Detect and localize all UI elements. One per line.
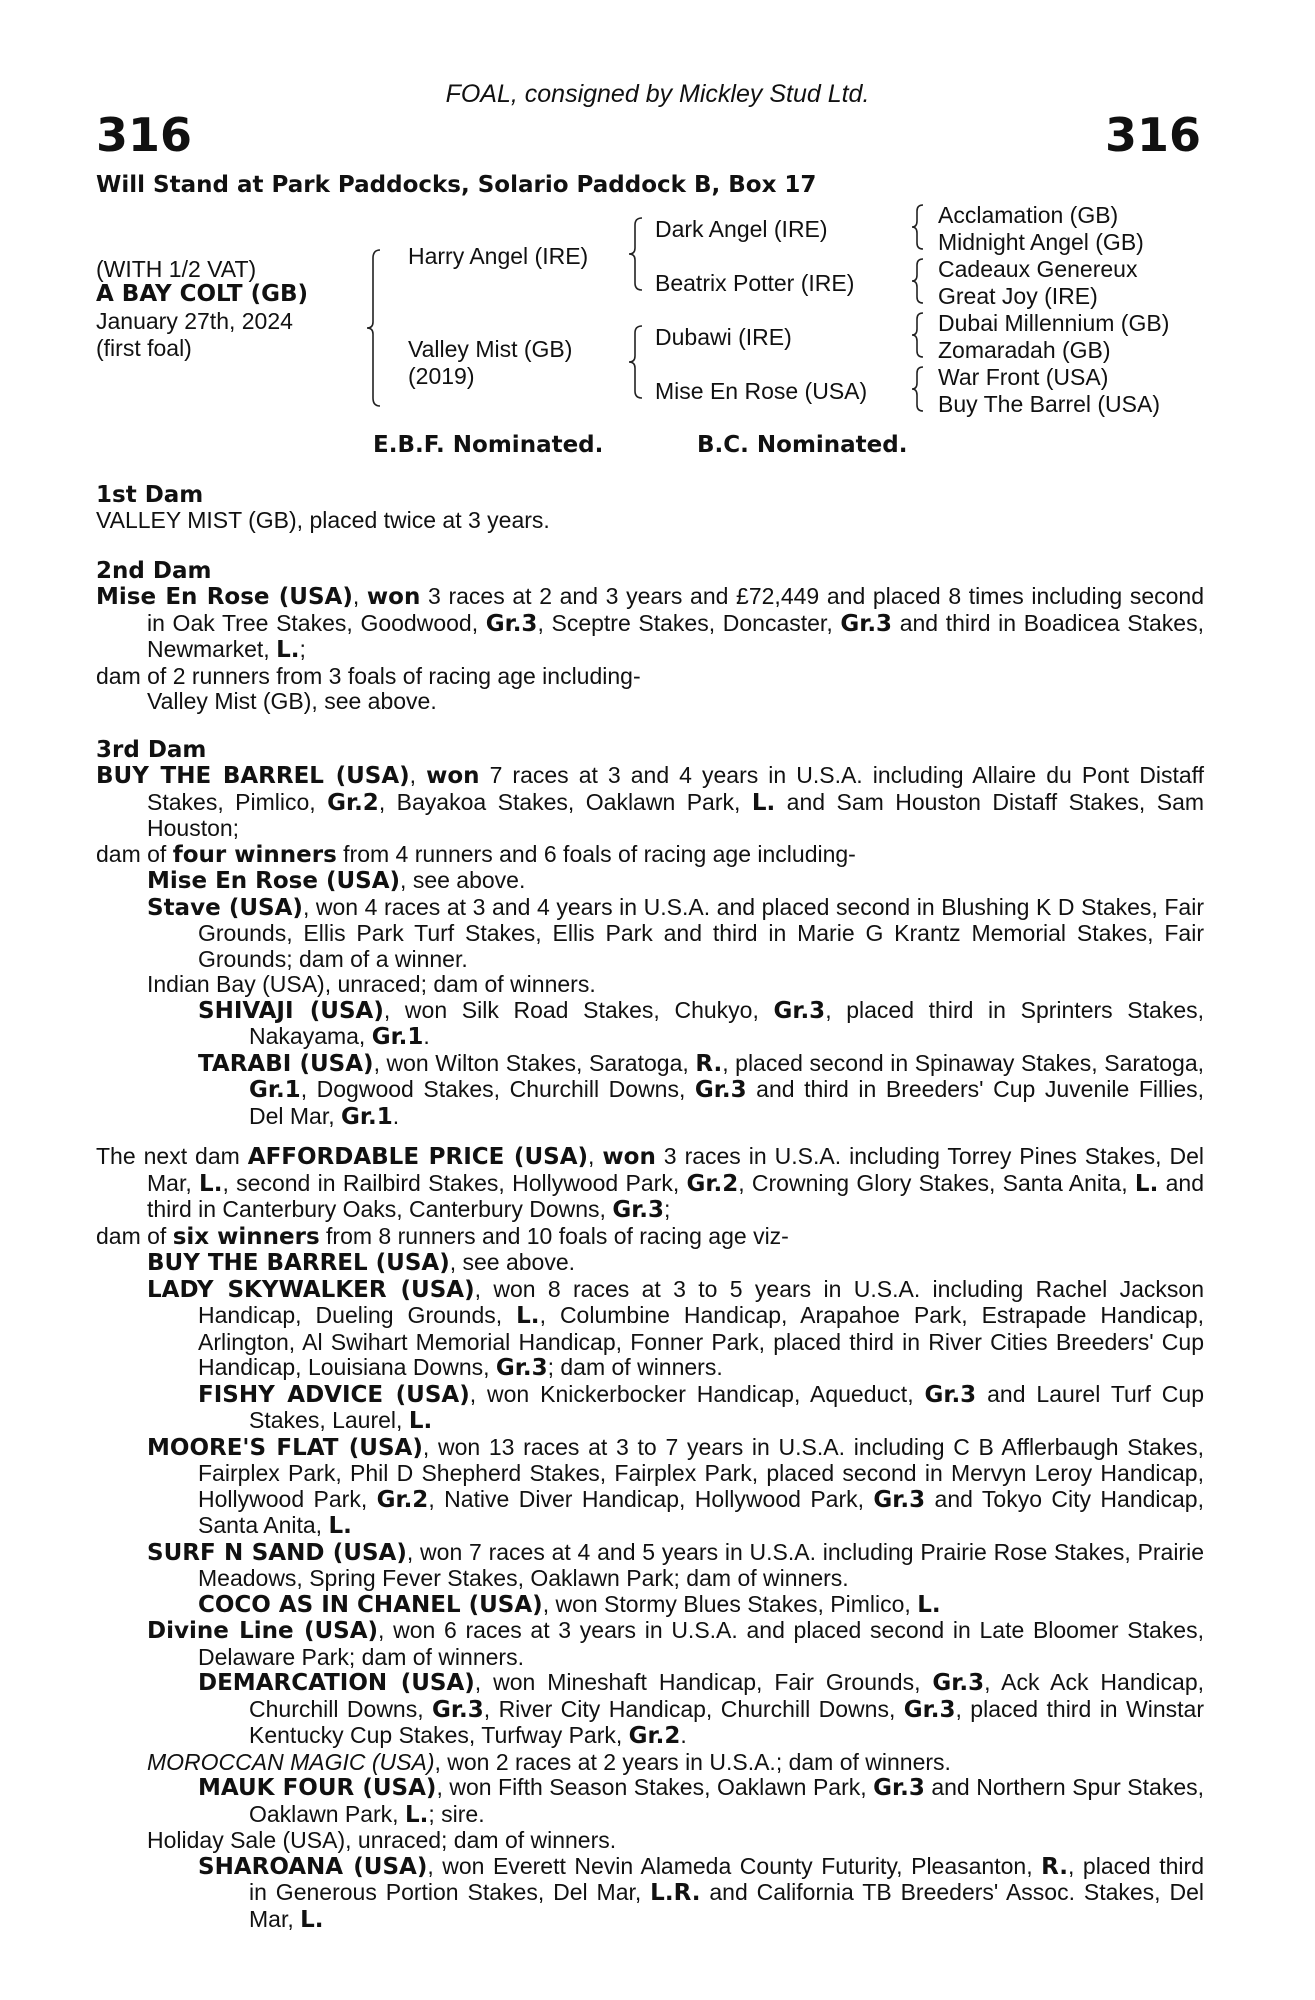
vat-note: (WITH 1/2 VAT) bbox=[96, 256, 257, 282]
ancestor-5: Dubai Millennium (GB) bbox=[938, 310, 1170, 336]
first-dam-section bbox=[96, 482, 1204, 534]
next-dam-produce-1: BUY THE BARREL (USA), see above. bbox=[147, 1249, 576, 1276]
sire-sire-name: Dark Angel (IRE) bbox=[655, 216, 828, 242]
third-dam-produce-4: SHIVAJI (USA), won Silk Road Stakes, Chukyo, Gr.3, placed third in Sprinters Stakes, Nakayama, Gr.1. bbox=[198, 996, 1204, 1050]
dam-year: (2019) bbox=[408, 363, 475, 389]
pedigree-bracket-dam bbox=[632, 324, 648, 400]
next-dam-produce-5: SURF N SAND (USA), won 7 races at 4 and 5 years in U.S.A. including Prairie Rose Stakes, Prairie Meadows, Spring Fever Stakes, Oaklawn Park; dam of winners. bbox=[147, 1538, 1204, 1591]
third-dam-produce-3: Indian Bay (USA), unraced; dam of winners. bbox=[147, 971, 596, 997]
first-dam-text: VALLEY MIST (GB), placed twice at 3 years. bbox=[96, 507, 550, 533]
pedigree-bracket-g3 bbox=[914, 311, 928, 359]
third-dam-produce-2: Stave (USA), won 4 races at 3 and 4 years in U.S.A. and placed second in Blushing K D Stakes, Fair Grounds, Ellis Park Turf Stakes, Ellis Park and third in Marie G Krantz Memorial Stakes, Fair Grounds; dam of a winner. bbox=[147, 893, 1204, 972]
next-dam-record: The next dam AFFORDABLE PRICE (USA), won 3 races in U.S.A. including Torrey Pines Stakes, Del Mar, L., second in Railbird Stakes, Hollywood Park, Gr.2, Crowning Glory Stakes, Santa Anita, L. and third in Canterbury Oaks, Canterbury Downs, Gr.3; bbox=[96, 1143, 1205, 1223]
ancestor-8: Buy The Barrel (USA) bbox=[938, 391, 1160, 417]
lot-number-left: 316 bbox=[96, 108, 193, 162]
ancestor-4: Great Joy (IRE) bbox=[938, 283, 1098, 309]
pedigree-bracket-g4 bbox=[914, 365, 928, 413]
consignment-line: FOAL, consigned by Mickley Stud Ltd. bbox=[445, 80, 870, 108]
second-dam-record: Mise En Rose (USA), won 3 races at 2 and 3 years and £72,449 and placed 8 times including second in Oak Tree Stakes, Goodwood, Gr.3, Sceptre Stakes, Doncaster, Gr.3 and third in Boadicea Stakes, Newmarket, L.; bbox=[96, 583, 1204, 663]
next-dam-produce-4: MOORE'S FLAT (USA), won 13 races at 3 to 7 years in U.S.A. including C B Afflerbaugh Stakes, Fairplex Park, Phil D Shepherd Stakes, Fairplex Park, placed second in Mervyn Leroy Handicap, Hollywood Park, Gr.2, Native Diver Handicap, Hollywood Park, Gr.3 and Tokyo City Handicap, Santa Anita, L. bbox=[147, 1433, 1205, 1539]
pedigree-bracket-sire bbox=[632, 216, 648, 292]
third-dam-heading: 3rd Dam bbox=[96, 737, 207, 763]
stand-location: Will Stand at Park Paddocks, Solario Paddock B, Box 17 bbox=[96, 172, 817, 198]
next-dam-produce-2: LADY SKYWALKER (USA), won 8 races at 3 to 5 years in U.S.A. including Rachel Jackson Handicap, Dueling Grounds, L., Columbine Handicap, Arapahoe Park, Estrapade Handicap, Arlington, Al Swihart Memorial Handicap, Fonner Park, placed third in River Cities Breeders' Cup Handicap, Louisiana Downs, Gr.3; dam of winners. bbox=[147, 1275, 1204, 1381]
ancestor-3: Cadeaux Genereux bbox=[938, 256, 1138, 282]
second-dam-heading: 2nd Dam bbox=[96, 558, 212, 584]
foaling-date: January 27th, 2024 bbox=[96, 308, 293, 334]
next-dam-produce-8: DEMARCATION (USA), won Mineshaft Handicap, Fair Grounds, Gr.3, Ack Ack Handicap, Churchill Downs, Gr.3, River City Handicap, Churchill Downs, Gr.3, placed third in Winstar Kentucky Cup Stakes, Turfway Park, Gr.2. bbox=[198, 1669, 1204, 1749]
dam-dam-name: Mise En Rose (USA) bbox=[655, 378, 868, 404]
next-dam-produce-12: SHAROANA (USA), won Everett Nevin Alameda County Futurity, Pleasanton, R., placed third in Generous Portion Stakes, Del Mar, L.R. and California TB Breeders' Assoc. Stakes, Del Mar, L. bbox=[198, 1852, 1204, 1933]
ebf-nomination: E.B.F. Nominated. bbox=[373, 432, 604, 458]
second-dam-produce-1: Valley Mist (GB), see above. bbox=[147, 688, 437, 714]
dam-name: Valley Mist (GB) bbox=[408, 336, 573, 362]
next-dam-section bbox=[96, 1144, 1204, 1933]
sire-name: Harry Angel (IRE) bbox=[408, 243, 589, 269]
second-dam-produce-intro: dam of 2 runners from 3 foals of racing age including- bbox=[96, 662, 641, 689]
pedigree-bracket-main bbox=[370, 248, 386, 408]
third-dam-record: BUY THE BARREL (USA), won 7 races at 3 and 4 years in U.S.A. including Allaire du Pont Distaff Stakes, Pimlico, Gr.2, Bayakoa Stakes, Oaklawn Park, L. and Sam Houston Distaff Stakes, Sam Houston; bbox=[96, 762, 1205, 841]
lot-number-right: 316 bbox=[1104, 108, 1201, 162]
next-dam-produce-intro: dam of six winners from 8 runners and 10 foals of racing age viz- bbox=[96, 1222, 789, 1250]
ancestor-7: War Front (USA) bbox=[938, 364, 1109, 390]
pedigree-bracket-g1 bbox=[914, 203, 928, 251]
second-dam-section bbox=[96, 558, 1204, 715]
ancestor-1: Acclamation (GB) bbox=[938, 202, 1119, 228]
sire-dam-name: Beatrix Potter (IRE) bbox=[655, 270, 855, 296]
next-dam-produce-11: Holiday Sale (USA), unraced; dam of winners. bbox=[147, 1827, 617, 1853]
first-dam-heading: 1st Dam bbox=[96, 482, 204, 508]
next-dam-produce-3: FISHY ADVICE (USA), won Knickerbocker Handicap, Aqueduct, Gr.3 and Laurel Turf Cup Stakes, Laurel, L. bbox=[198, 1380, 1204, 1434]
third-dam-produce-5: TARABI (USA), won Wilton Stakes, Saratoga, R., placed second in Spinaway Stakes, Saratoga, Gr.1, Dogwood Stakes, Churchill Downs, Gr.3 and third in Breeders' Cup Juvenile Fillies, Del Mar, Gr.1. bbox=[198, 1049, 1205, 1130]
foal-note: (first foal) bbox=[96, 335, 192, 361]
third-dam-produce-1: Mise En Rose (USA), see above. bbox=[147, 867, 526, 894]
third-dam-produce-intro: dam of four winners from 4 runners and 6 foals of racing age including- bbox=[96, 840, 856, 868]
bc-nomination: B.C. Nominated. bbox=[697, 432, 908, 458]
next-dam-produce-9: MOROCCAN MAGIC (USA), won 2 races at 2 years in U.S.A.; dam of winners. bbox=[147, 1748, 951, 1775]
next-dam-produce-7: Divine Line (USA), won 6 races at 3 years in U.S.A. and placed second in Late Bloomer Stakes, Delaware Park; dam of winners. bbox=[147, 1617, 1204, 1670]
third-dam-section bbox=[96, 737, 1204, 1130]
pedigree-bracket-g2 bbox=[914, 257, 928, 305]
next-dam-produce-10: MAUK FOUR (USA), won Fifth Season Stakes, Oaklawn Park, Gr.3 and Northern Spur Stakes, Oaklawn Park, L.; sire. bbox=[198, 1774, 1204, 1828]
next-dam-produce-6: COCO AS IN CHANEL (USA), won Stormy Blues Stakes, Pimlico, L. bbox=[198, 1590, 941, 1618]
dam-sire-name: Dubawi (IRE) bbox=[655, 324, 792, 350]
horse-description: A BAY COLT (GB) bbox=[96, 281, 309, 307]
ancestor-2: Midnight Angel (GB) bbox=[938, 229, 1144, 255]
ancestor-6: Zomaradah (GB) bbox=[938, 337, 1111, 363]
